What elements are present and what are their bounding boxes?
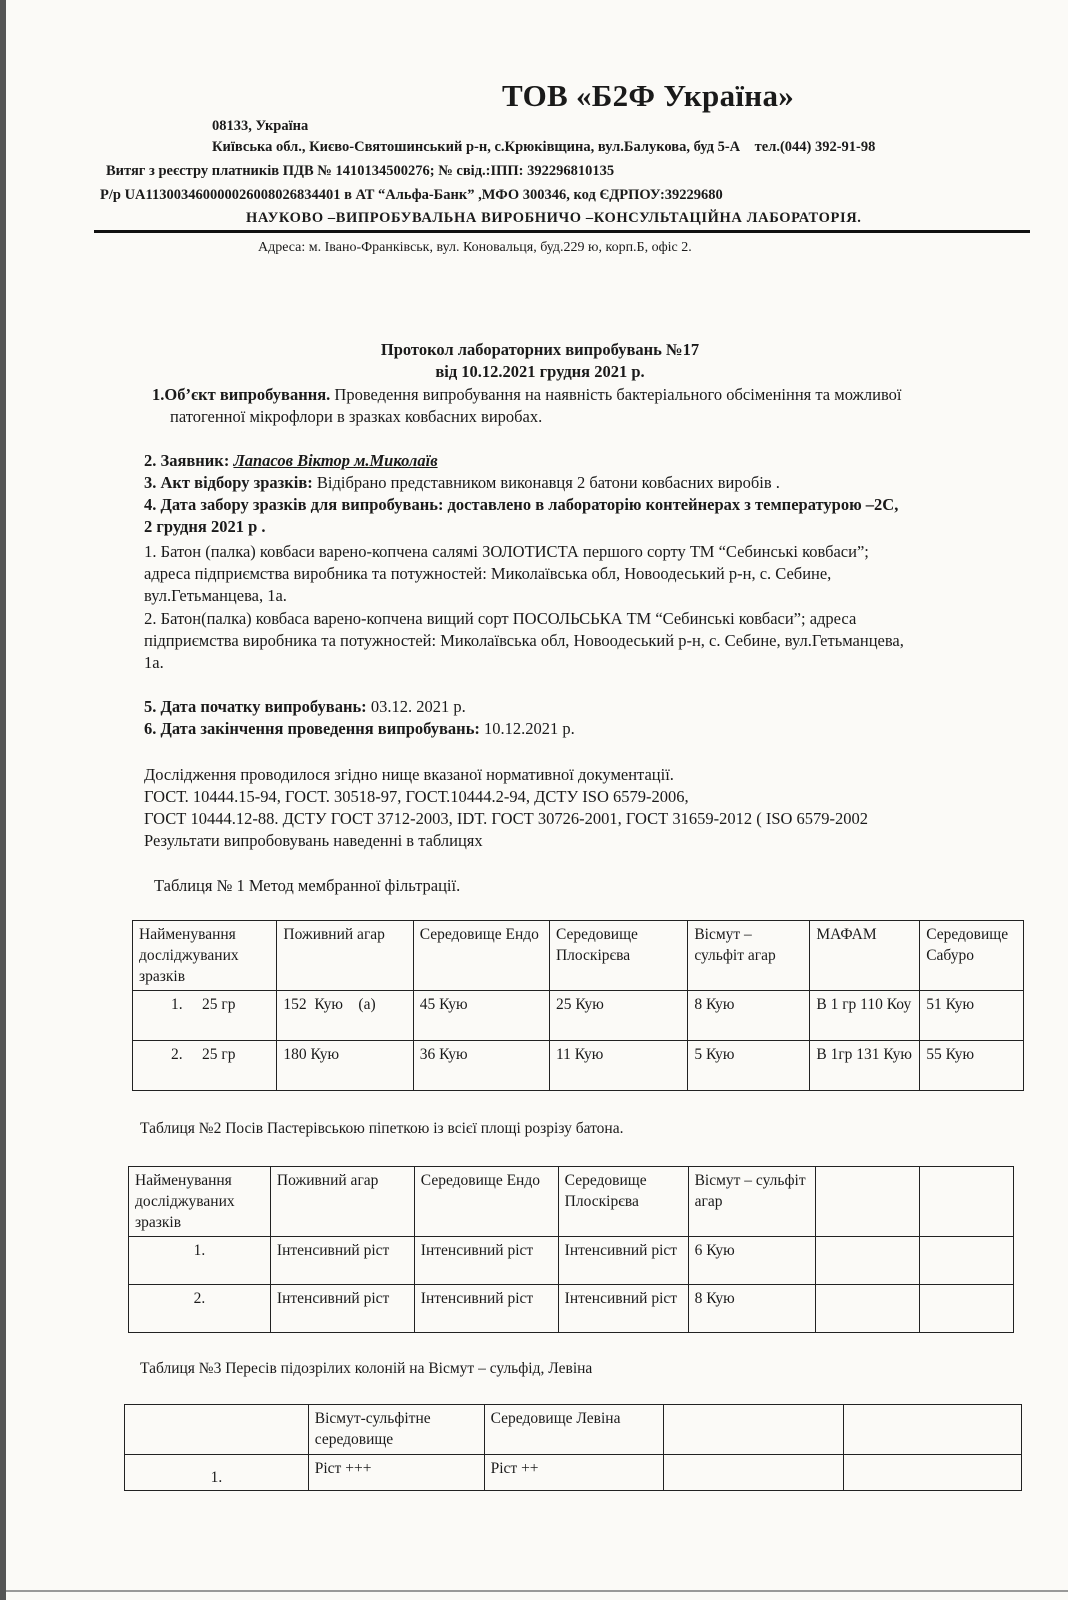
table1-header-row [133,921,1024,991]
end-date-label: 6. Дата закінчення проведення випробувань: [144,719,480,738]
table1-cell: 45 Кую [413,991,549,1041]
table3-cell [664,1455,844,1491]
sample-item-1-line-1: 1. Батон (палка) ковбаси варено-копчена салямі ЗОЛОТИСТА першого сорту ТМ “Себинські ковбаси”; [140,542,869,561]
section-object-text: Проведення випробування на наявність бактеріального обсіменіння та можливої [330,385,902,404]
table2-cell: Інтенсивний ріст [558,1237,688,1285]
section-object [152,384,902,406]
table3 [124,1404,1022,1491]
table1-cell: 180 Кую [277,1041,413,1091]
table1-header-cell: Поживний агар [277,921,413,991]
start-date-value: 03.12. 2021 р. [366,697,466,716]
table3-header-cell [844,1405,1022,1455]
table1-cell: 152 Кую (а) [277,991,413,1041]
table1-cell: В 1гр 131 Кую [810,1041,920,1091]
sampling-label: 3. Акт відбору зразків: [144,473,313,492]
table2-cell: 1. [129,1237,271,1285]
sampling-value: Відібрано представником виконавця 2 батони ковбасних виробів . [312,473,780,492]
company-name: ТОВ «Б2Ф Україна» [502,78,795,113]
table-row [125,1455,1022,1491]
lab-address: Адреса: м. Івано-Франківськ, вул. Коновальця, буд.229 ю, корп.Б, офіс 2. [258,240,692,255]
sample-item-2-line-2: підприємства виробника та потужностей: Миколаївська обл, Новоодеський р-н, с. Себине, вул.Гетьманцева, [144,631,904,650]
table3-header-cell: Вісмут-сульфітне середовище [308,1405,484,1455]
table3-header-cell [664,1405,844,1455]
table2-cell [920,1237,1014,1285]
section-sample-date-2: 2 грудня 2021 р . [144,517,266,536]
table1-cell: 55 Кую [920,1041,1024,1091]
table-row [129,1285,1014,1333]
section-end-date [144,718,575,740]
table2-header-cell: Вісмут – сульфіт агар [688,1167,816,1237]
table2-cell: Інтенсивний ріст [414,1237,558,1285]
table3-caption: Таблиця №3 Пересів підозрілих колоній на Вісмут – сульфід, Левіна [140,1360,593,1377]
section-sampling [144,472,780,494]
table2-header-cell [816,1167,920,1237]
section-object-text-2: патогенної мікрофлори в зразках ковбасних виробах. [170,407,543,426]
applicant-label: 2. Заявник: [144,451,230,470]
lab-name: НАУКОВО –ВИПРОБУВАЛЬНА ВИРОБНИЧО –КОНСУЛЬТАЦІЙНА ЛАБОРАТОРІЯ. [246,210,862,226]
sample-item-1-line-3: вул.Гетьманцева, 1а. [144,586,287,605]
table1-header-cell: Середовище Ендо [413,921,549,991]
sample-item-2-line-1: 2. Батон(палка) ковбаса варено-копчена вищий сорт ПОСОЛЬСЬКА ТМ “Себинські ковбаси”; адреса [140,609,857,628]
norm-line-1: Дослідження проводилося згідно нище вказаної нормативної документації. [144,765,674,784]
table2-cell: Інтенсивний ріст [558,1285,688,1333]
start-date-label: 5. Дата початку випробувань: [144,697,367,716]
table2-cell [920,1285,1014,1333]
table2-header-cell: Поживний агар [270,1167,414,1237]
table1-cell: 51 Кую [920,991,1024,1041]
table2-caption: Таблиця №2 Посів Пастерівською піпеткою із всієї площі розрізу батона. [140,1120,624,1137]
sample-item-1-line-2: адреса підприємства виробника та потужностей: Миколаївська обл, Новоодеський р-н, с. Себине, [144,564,832,583]
norm-line-3: ГОСТ 10444.12-88. ДСТУ ГОСТ 3712-2003, IDT. ГОСТ 30726-2001, ГОСТ 31659-2012 ( ISO 6579-2002 [144,809,869,828]
section-start-date [144,696,466,718]
table1-cell: 25 Кую [549,991,687,1041]
table2-cell [816,1237,920,1285]
table2-cell: Інтенсивний ріст [414,1285,558,1333]
applicant-value: Лапасов Віктор м.Миколаїв [233,451,438,470]
vat-line: Витяг з реєстру платників ПДВ № 1410134500276; № свід.:ІПП: 392296810135 [106,163,615,179]
table2-header-cell [920,1167,1014,1237]
table2-header-cell: Найменування досліджуваних зразків [129,1167,271,1237]
table1-cell: 5 Кую [688,1041,810,1091]
table2-cell [816,1285,920,1333]
table3-cell [844,1455,1022,1491]
table1-header-cell: Середовище Плоскірєва [549,921,687,991]
table3-cell: Ріст ++ [484,1455,664,1491]
table1-cell: В 1 гр 110 Коу [810,991,920,1041]
table3-header-cell: Середовище Левіна [484,1405,664,1455]
table3-header-cell [125,1405,309,1455]
table2-header-cell: Середовище Ендо [414,1167,558,1237]
table-row [133,1041,1024,1091]
table1-header-cell: Найменування досліджуваних зразків [133,921,277,991]
end-date-value: 10.12.2021 р. [479,719,575,738]
section-object-label: 1.Об’єкт випробування. [152,385,331,404]
table1-header-cell: Середовище Сабуро [920,921,1024,991]
table1-cell: 2. 25 гр [133,1041,277,1091]
table2-cell: 6 Кую [688,1237,816,1285]
table2-header-cell: Середовище Плоскірєва [558,1167,688,1237]
table1-cell: 8 Кую [688,991,810,1041]
table2 [128,1166,1014,1333]
postal-line: 08133, Україна [212,118,309,134]
section-sample-date: 4. Дата забору зразків для випробувань: доставлено в лабораторію контейнерах з температурою –2С, [144,495,899,514]
table2-cell: Інтенсивний ріст [270,1237,414,1285]
table2-cell: 8 Кую [688,1285,816,1333]
table3-cell: Ріст +++ [308,1455,484,1491]
table1-header-cell: МАФАМ [810,921,920,991]
page-bottom-edge [6,1590,1068,1592]
protocol-date: від 10.12.2021 грудня 2021 р. [435,362,645,381]
norm-line-4: Результати випробовувань наведенні в таблицях [144,831,483,850]
table3-header-row [125,1405,1022,1455]
address-line: Київська обл., Києво-Святошинський р-н, с.Крюківщина, вул.Балукова, буд 5-А тел.(044) 392-91-98 [212,139,876,155]
table-row [129,1237,1014,1285]
bank-line: Р/р UA113003460000026008026834401 в АТ “Альфа-Банк” ,МФО 300346, код ЄДРПОУ:39229680 [100,187,723,203]
table-row [133,991,1024,1041]
table1-header-cell: Вісмут – сульфіт агар [688,921,810,991]
table3-cell: 1. [125,1455,309,1491]
sample-item-2-line-3: 1а. [144,653,164,672]
table1-cell: 36 Кую [413,1041,549,1091]
table2-cell: Інтенсивний ріст [270,1285,414,1333]
protocol-title: Протокол лабораторних випробувань №17 [380,340,700,359]
table2-cell: 2. [129,1285,271,1333]
table1-caption: Таблиця № 1 Метод мембранної фільтрації. [154,876,461,895]
table1-cell: 1. 25 гр [133,991,277,1041]
header-divider [94,230,1030,233]
table1 [132,920,1024,1091]
section-applicant [144,450,438,472]
norm-line-2: ГОСТ. 10444.15-94, ГОСТ. 30518-97, ГОСТ.10444.2-94, ДСТУ ISO 6579-2006, [144,787,689,806]
table2-header-row [129,1167,1014,1237]
table1-cell: 11 Кую [549,1041,687,1091]
